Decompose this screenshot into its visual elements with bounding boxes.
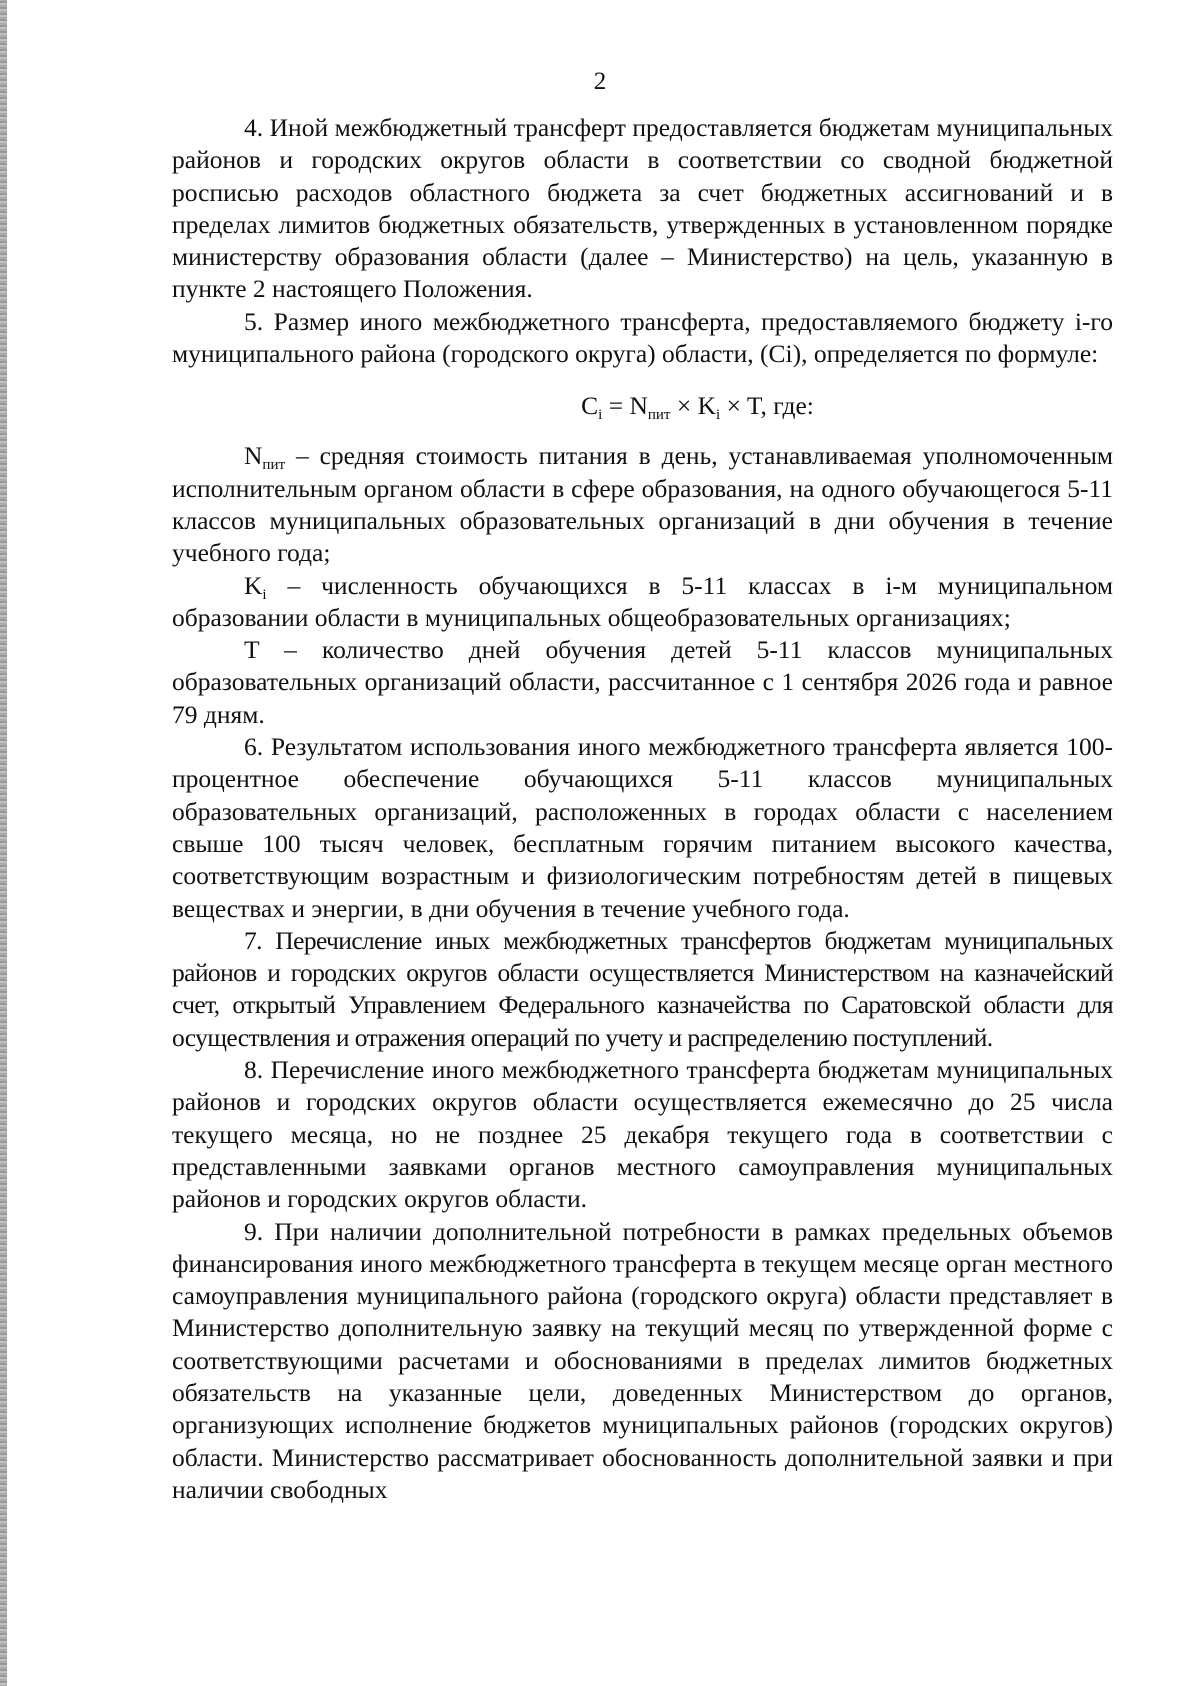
definition-k (172, 570, 1113, 635)
definition-k-symbol: K (244, 570, 263, 600)
formula-c: C (581, 391, 599, 421)
paragraph-6: 6. Результатом использования иного межбюджетного трансферта является 100-процентное обеспечение обучающихся 5-11 классов муниципальных образовательных организаций, расположенных в городах области с населением свыше 100 тысяч человек, бесплатным горячим питанием высокого качества, соответствующим возрастным и физиологическим потребностям детей в пищевых веществах и энергии, в дни обучения в течение учебного года. (172, 732, 1113, 923)
paragraph-9: 9. При наличии дополнительной потребности в рамках предельных объемов финансирования иного межбюджетного трансферта в текущем месяце орган местного самоуправления муниципального района (городского округа) области представляет в Министерство дополнительную заявку на текущий месяц по утвержденной форме с соответствующими расчетами и обоснованиями в пределах лимитов бюджетных обязательств на указанные цели, доведенных Министерством до органов, организующих исполнение бюджетов муниципальных районов (городских округов) области. Министерство рассматривает обоснованность дополнительной заявки и при наличии свободных (172, 1216, 1113, 1504)
definition-t: T – количество дней обучения детей 5-11 классов муниципальных образовательных организаций области, рассчитанное с 1 сентября 2026 года и равное 79 дням. (172, 635, 1113, 729)
page-number: 2 (593, 68, 607, 95)
paragraph-4: 4. Иной межбюджетный трансферт предоставляется бюджетам муниципальных районов и городских округов области в соответствии со сводной бюджетной росписью расходов областного бюджета за счет бюджетных ассигнований и в пределах лимитов бюджетных обязательств, утвержденных в установленном порядке министерству образования области (далее – Министерство) на цель, указанную в пункте 2 настоящего Положения. (172, 113, 1113, 304)
scan-edge (0, 0, 7, 1686)
definition-n (172, 440, 1113, 569)
definition-n-subscript: пит (262, 457, 286, 474)
formula-equals-n: = N (602, 391, 648, 421)
formula-times-k: × K (670, 391, 717, 421)
formula-rest: × T, где: (720, 391, 814, 421)
formula-k-subscript: i (716, 407, 721, 424)
document-body (172, 112, 1113, 1506)
definition-n-text: – средняя стоимость питания в день, устанавливаемая уполномоченным исполнительным органом области в сфере образования, на одного обучающегося 5-11 классов муниципальных образовательных организаций в дни обучения в течение учебного года; (172, 441, 1113, 568)
paragraph-5: 5. Размер иного межбюджетного трансферта, предоставляемого бюджету i-го муниципального района (городского округа) области, (Ci), определяется по формуле: (172, 306, 1113, 369)
definition-k-subscript: i (262, 586, 267, 603)
formula-n-subscript: пит (647, 407, 671, 424)
formula-c-subscript: i (598, 407, 603, 424)
definition-k-text: – численность обучающихся в 5-11 классах в i-м муниципальном образовании области в муниципальных общеобразовательных организациях; (172, 570, 1113, 632)
definition-n-symbol: N (244, 441, 263, 471)
formula (172, 390, 1113, 422)
paragraph-7: 7. Перечисление иных межбюджетных трансфертов бюджетам муниципальных районов и городских округов области осуществляется Министерством на казначейский счет, открытый Управлением Федерального казначейства по Саратовской области для осуществления и отражения операций по учету и распределению поступлений. (172, 925, 1113, 1052)
paragraph-8: 8. Перечисление иного межбюджетного трансферта бюджетам муниципальных районов и городских округов области осуществляется ежемесячно до 25 числа текущего месяца, но не позднее 25 декабря текущего года в соответствии с представленными заявками органов местного самоуправления муниципальных районов и городских округов области. (172, 1055, 1113, 1214)
